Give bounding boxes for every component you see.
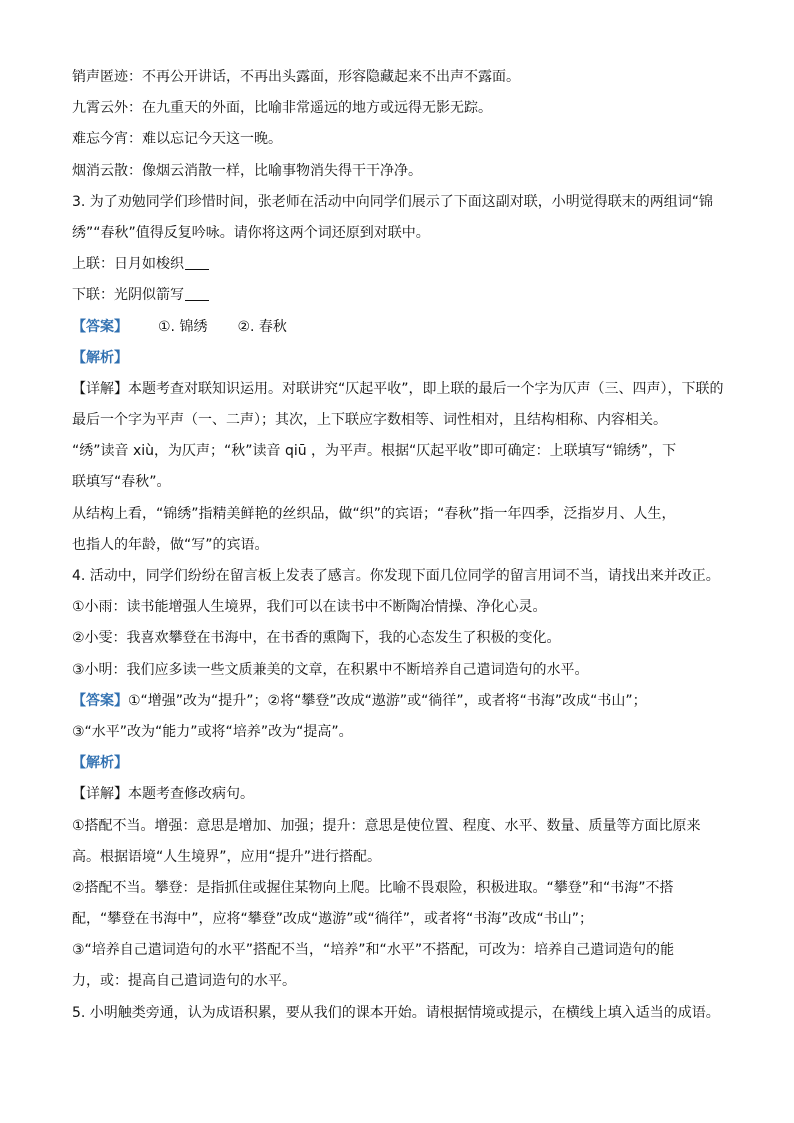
answer-blank — [185, 286, 209, 301]
question-4-text: 4. 活动中，同学们纷纷在留言板上发表了感言。你发现下面几位同学的留言用词不当，请找出来并改正。 — [72, 568, 720, 584]
detail-text: 本题考查修改病句。 — [128, 786, 254, 803]
idiom-definition: 九霄云外：在九重天的外面，比喻非常遥远的地方或远得无影无踪。 — [72, 100, 492, 117]
detail-text: 配，“攀登在书海中”，应将“攀登”改成“遨游”或“徜徉”，或者将“书海”改成“书山”； — [72, 911, 594, 928]
analysis-heading — [72, 748, 736, 779]
detail-tag: 【详解】 — [72, 786, 128, 803]
detail-text: “绣”读音 xiù，为仄声；“秋”读音 qiū ，为平声。根据“仄起平收”即可确定：上联填写“锦绣”，下 — [72, 443, 677, 460]
question-3-text: 3. 为了劝勉同学们珍惜时间，张老师在活动中向同学们展示了下面这副对联，小明觉得联末的两组词“锦 — [72, 193, 714, 210]
document-body — [72, 62, 736, 1029]
answer-line — [72, 312, 736, 343]
couplet-second-line — [72, 280, 736, 311]
detail-text: ③“培养自己遣词造句的水平”搭配不当，“培养”和“水平”不搭配，可改为：培养自己遣词造句的能 — [72, 942, 675, 959]
idiom-definition: 烟消云散：像烟云消散一样，比喻事物消失得干干净净。 — [72, 162, 422, 179]
answer-blank — [185, 255, 209, 270]
detail-text: 力，或：提高自己遣词造句的水平。 — [72, 973, 296, 990]
idiom-definition: 难忘今宵：难以忘记今天这一晚。 — [72, 131, 282, 148]
detail-text: 最后一个字为平声（一、二声）；其次，上下联应字数相等、词性相对，且结构相称、内容相关。 — [72, 412, 667, 429]
detail-line — [72, 374, 736, 405]
couplet-second-text: 下联：光阴似箭写 — [72, 287, 184, 304]
detail-text: 联填写“春秋”。 — [72, 474, 171, 491]
question-3-text: 绣”“春秋”值得反复吟咏。请你将这两个词还原到对联中。 — [72, 224, 430, 241]
detail-line — [72, 779, 736, 810]
student-message: ①小雨：读书能增强人生境界，我们可以在读书中不断陶冶情操、净化心灵。 — [72, 599, 547, 616]
answer-tag: 【答案】 — [72, 318, 128, 335]
detail-text: ①搭配不当。增强：意思是增加、加强；提升：意思是使位置、程度、水平、数量、质量等方面比原来 — [72, 817, 701, 834]
answer-tag: 【答案】 — [72, 692, 128, 709]
answer-item: ①. 锦绣 — [158, 318, 208, 335]
analysis-heading — [72, 343, 736, 374]
answer-item: ②. 春秋 — [237, 318, 287, 335]
detail-text: 本题考查对联知识运用。对联讲究“仄起平收”，即上联的最后一个字为仄声（三、四声），下联的 — [128, 380, 724, 397]
analysis-tag: 【解析】 — [72, 755, 128, 772]
answer-text: ①“增强”改为“提升”；②将“攀登”改成“遨游”或“徜徉”，或者将“书海”改成“书山”； — [128, 692, 647, 709]
student-message: ③小明：我们应多读一些文质兼美的文章，在积累中不断培养自己遣词造句的水平。 — [72, 661, 589, 678]
answer-text: ③“水平”改为“能力”或将“培养”改为“提高”。 — [72, 723, 353, 740]
question-5-text: 5. 小明触类旁通，认为成语积累，要从我们的课本开始。请根据情境或提示，在横线上填入适当的成语。 — [72, 1004, 720, 1021]
student-message: ②小雯：我喜欢攀登在书海中，在书香的熏陶下，我的心态发生了积极的变化。 — [72, 630, 561, 647]
detail-text: 从结构上看，“锦绣”指精美鲜艳的丝织品，做“织”的宾语；“春秋”指一年四季，泛指岁月、人生， — [72, 505, 676, 522]
detail-text: ②搭配不当。攀登：是指抓住或握住某物向上爬。比喻不畏艰险，积极进取。“攀登”和“书海”不搭 — [72, 879, 674, 896]
detail-tag: 【详解】 — [72, 380, 128, 397]
detail-text: 也指人的年龄，做“写”的宾语。 — [72, 536, 269, 553]
couplet-first-line — [72, 249, 736, 280]
idiom-definition: 销声匿迹：不再公开讲话，不再出头露面，形容隐藏起来不出声不露面。 — [72, 69, 520, 85]
detail-text: 高。根据语境“人生境界”，应用“提升”进行搭配。 — [72, 848, 382, 865]
analysis-tag: 【解析】 — [72, 349, 128, 366]
couplet-first-text: 上联：日月如梭织 — [72, 256, 184, 273]
answer-line — [72, 686, 736, 717]
